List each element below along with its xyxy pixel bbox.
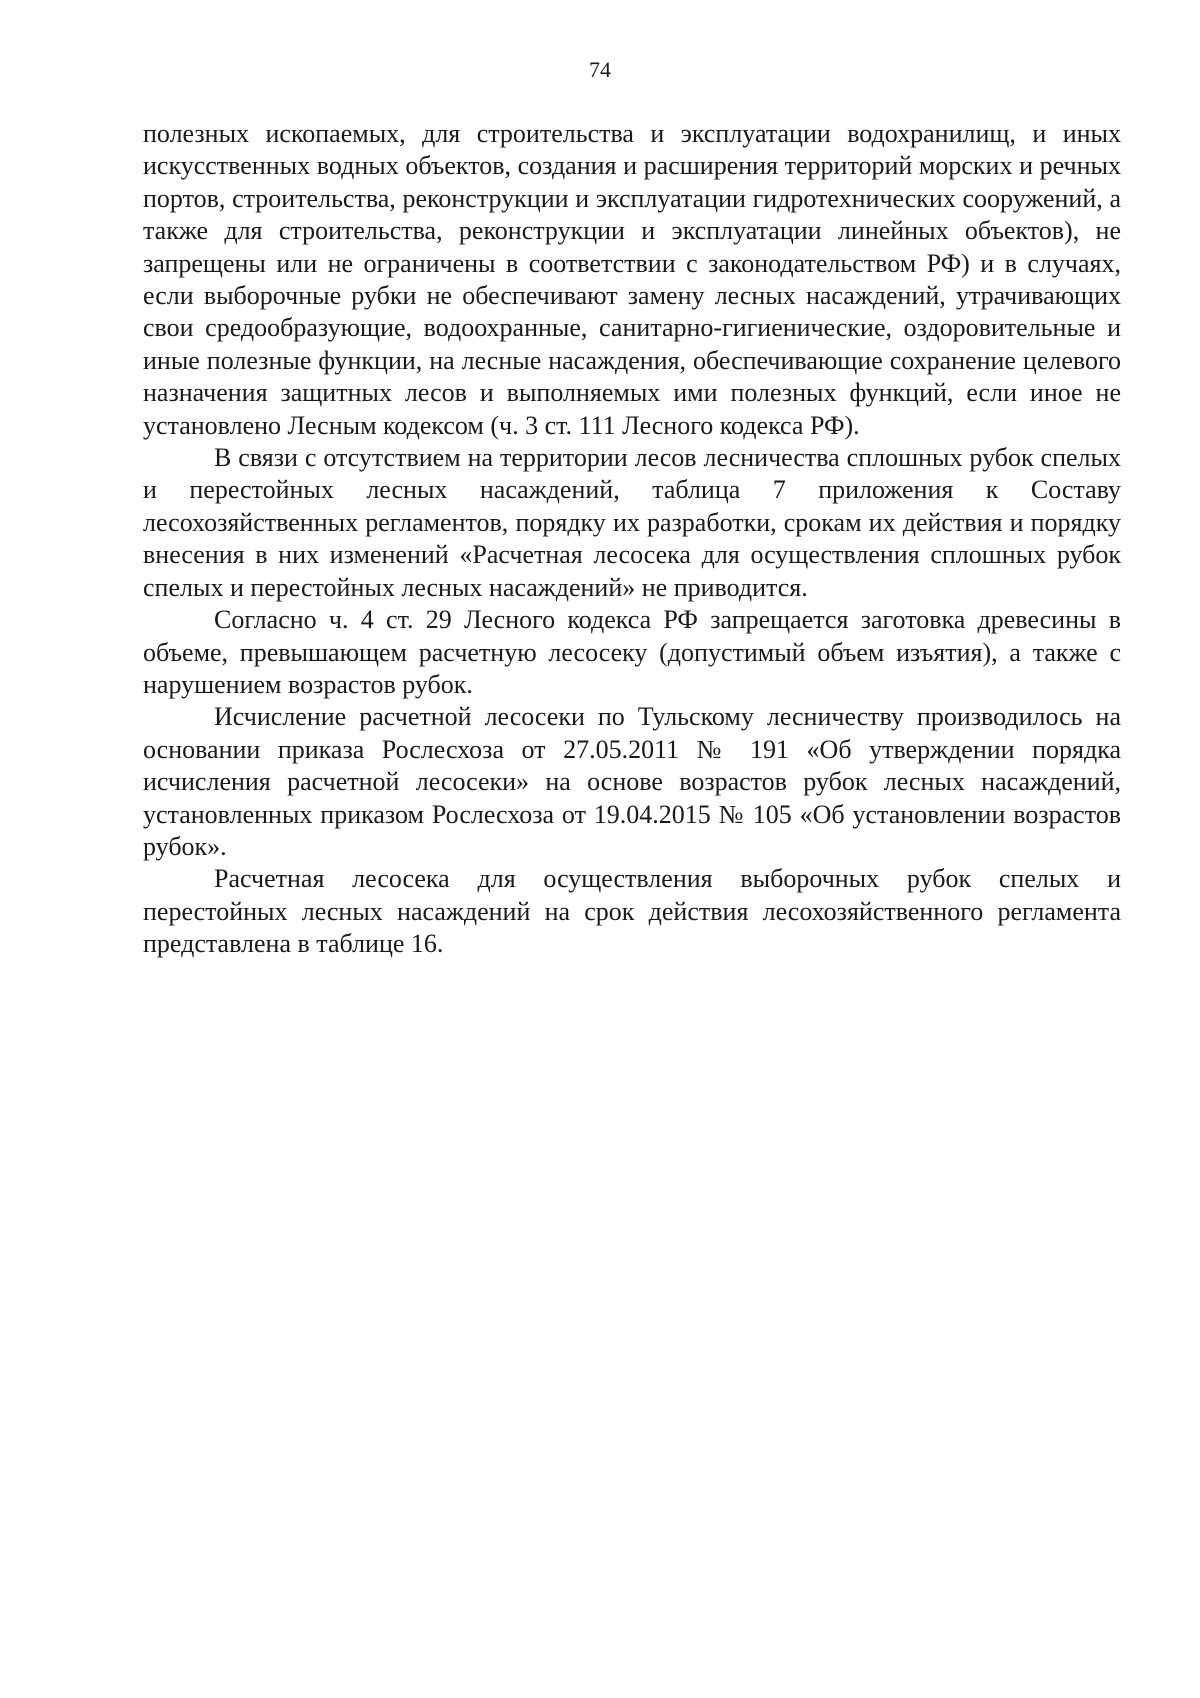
paragraph-calculation-basis: Исчисление расчетной лесосеки по Тульскому лесничеству производилось на основании приказа Рослесхоза от 27.05.2011 № 191 «Об утверждении порядка исчисления расчетной лесосеки» на основе возрастов рубок лесных насаждений, установленных приказом Рослесхоза от 19.04.2015 № 105 «Об установлении возрастов рубок». xyxy=(143,702,1121,861)
paragraph-table-reference: Расчетная лесосека для осуществления выборочных рубок спелых и перестойных лесных насаждений на срок действия лесохозяйственного регламента представлена в таблице 16. xyxy=(143,864,1121,959)
page-number: 74 xyxy=(589,57,611,82)
paragraph-harvest-restriction: Согласно ч. 4 ст. 29 Лесного кодекса РФ запрещается заготовка древесины в объеме, превышающем расчетную лесосеку (допустимый объем изъятия), а также с нарушением возрастов рубок. xyxy=(143,605,1121,699)
document-body xyxy=(143,118,1121,961)
paragraph-clearcut-note: В связи с отсутствием на территории лесов лесничества сплошных рубок спелых и перестойных лесных насаждений, таблица 7 приложения к Составу лесохозяйственных регламентов, порядку их разработки, срокам их действия и порядку внесения в них изменений «Расчетная лесосека для осуществления сплошных рубок спелых и перестойных лесных насаждений» не приводится. xyxy=(143,443,1121,602)
paragraph-continuation: полезных ископаемых, для строительства и эксплуатации водохранилищ, и иных искусственных водных объектов, создания и расширения территорий морских и речных портов, строительства, реконструкции и эксплуатации гидротехнических сооружений, а также для строительства, реконструкции и эксплуатации линейных объектов), не запрещены или не ограничены в соответствии с законодательством РФ) и в случаях, если выборочные рубки не обеспечивают замену лесных насаждений, утрачивающих свои средообразующие, водоохранные, санитарно-гигиенические, оздоровительные и иные полезные функции, на лесные насаждения, обеспечивающие сохранение целевого назначения защитных лесов и выполняемых ими полезных функций, если иное не установлено Лесным кодексом (ч. 3 ст. 111 Лесного кодекса РФ). xyxy=(143,119,1121,440)
